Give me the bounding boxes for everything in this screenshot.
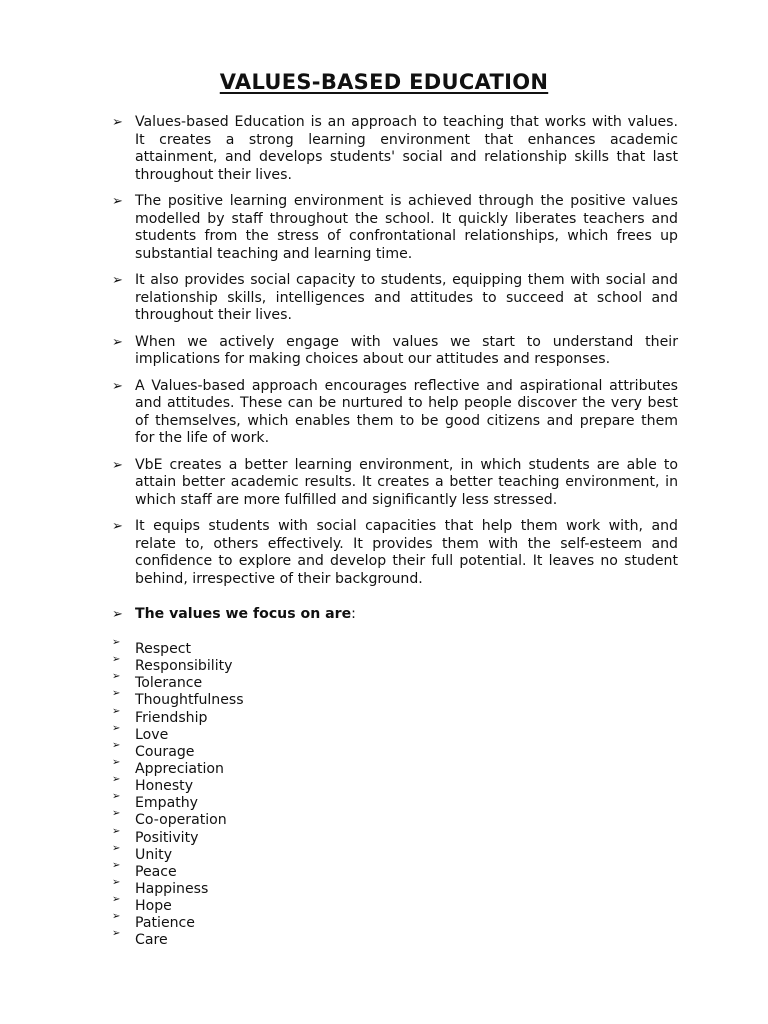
arrowhead-icon: ➢ [112, 378, 123, 394]
paragraph-text: Values-based Education is an approach to teaching that works with values. It creates a strong learning environment that enhances academic attainment, and develops students' social and relationship skills that last throughout their lives. [135, 114, 678, 183]
value-label: Empathy [135, 795, 199, 812]
arrowhead-icon: ➢ [112, 722, 121, 734]
paragraph-text: VbE creates a better learning environment, in which students are able to attain better academic results. It creates a better teaching environment, in which staff are more fulfilled and significantly less stressed. [135, 456, 678, 508]
value-item [112, 842, 244, 864]
arrowhead-icon: ➢ [112, 791, 121, 803]
value-label: Thoughtfulness [135, 692, 244, 709]
values-heading-label: The values we focus on are [135, 606, 352, 622]
paragraph-text: It equips students with social capacities that help them work with, and relate to, others effectively. It provides them with the self-esteem and confidence to explore and develop their full potential. It leaves no student behind, irrespective of their background. [135, 518, 678, 587]
arrowhead-icon: ➢ [112, 705, 121, 717]
arrowhead-icon: ➢ [112, 273, 123, 288]
arrowhead-icon: ➢ [112, 808, 121, 820]
value-item [112, 671, 244, 692]
value-item [112, 705, 244, 727]
value-label: Patience [135, 915, 195, 932]
value-item [112, 637, 244, 658]
value-item [112, 722, 244, 744]
value-item [112, 774, 244, 795]
paragraph-item [112, 334, 678, 369]
value-label: Love [135, 726, 169, 743]
value-label: Tolerance [135, 675, 203, 692]
arrowhead-icon: ➢ [112, 859, 121, 871]
paragraph-item [112, 193, 678, 263]
value-item [112, 654, 244, 675]
values-heading-colon: : [351, 606, 356, 622]
values-heading [112, 606, 356, 624]
page-title: VALUES-BASED EDUCATION [219, 70, 549, 94]
arrowhead-icon: ➢ [112, 842, 121, 854]
arrowhead-icon: ➢ [112, 194, 123, 209]
arrowhead-icon: ➢ [112, 825, 121, 837]
value-label: Unity [135, 846, 173, 863]
value-label: Co-operation [135, 812, 227, 829]
arrowhead-icon: ➢ [112, 688, 121, 700]
value-label: Peace [135, 863, 177, 880]
arrowhead-icon: ➢ [112, 115, 123, 130]
value-item [112, 911, 244, 932]
paragraph-text: The positive learning environment is achieved through the positive values modelled by staff throughout the school. It quickly liberates teachers and students from the stress of confrontational relationships, which frees up substantial teaching and learning time. [135, 193, 678, 262]
value-label: Happiness [135, 880, 209, 897]
value-item [112, 739, 244, 761]
arrowhead-icon: ➢ [112, 928, 121, 940]
paragraph-item [112, 378, 678, 448]
arrowhead-icon: ➢ [112, 774, 121, 786]
paragraph-item [112, 518, 678, 588]
paragraph-text: It also provides social capacity to students, equipping them with social and relationship skills, intelligences and attitudes to succeed at school and throughout their lives. [135, 272, 678, 323]
value-item [112, 808, 244, 829]
value-label: Responsibility [135, 658, 233, 675]
arrowhead-icon: ➢ [112, 654, 121, 666]
paragraph-text: When we actively engage with values we start to understand their implications for making choices about our attitudes and responses. [135, 333, 678, 367]
value-label: Courage [135, 743, 195, 760]
paragraph-list [112, 114, 678, 597]
value-label: Positivity [135, 829, 199, 846]
arrowhead-icon: ➢ [112, 894, 121, 906]
value-item [112, 825, 244, 847]
value-item [112, 756, 244, 778]
arrowhead-icon: ➢ [112, 671, 121, 683]
arrowhead-icon: ➢ [112, 519, 123, 534]
value-label: Hope [135, 898, 172, 915]
value-item [112, 688, 244, 709]
values-list [112, 637, 244, 950]
value-item [112, 894, 244, 915]
arrowhead-icon: ➢ [112, 637, 121, 648]
arrowhead-icon: ➢ [112, 739, 121, 751]
arrowhead-icon: ➢ [112, 876, 121, 888]
value-item [112, 791, 244, 812]
value-label: Appreciation [135, 760, 224, 777]
arrowhead-icon: ➢ [112, 911, 121, 923]
paragraph-item [112, 272, 678, 325]
value-label: Respect [135, 641, 192, 657]
paragraph-item [112, 114, 678, 184]
arrowhead-icon: ➢ [112, 334, 123, 350]
value-label: Honesty [135, 778, 194, 795]
value-item [112, 928, 244, 949]
arrowhead-icon: ➢ [112, 607, 123, 622]
paragraph-item [112, 457, 678, 510]
value-label: Care [135, 932, 168, 949]
value-label: Friendship [135, 709, 208, 726]
value-item [112, 876, 244, 898]
paragraph-text: A Values-based approach encourages reflective and aspirational attributes and attitudes. These can be nurtured to help people discover the very best of themselves, which enables them to be good citizens and prepare them for the life of work. [135, 377, 678, 446]
arrowhead-icon: ➢ [112, 756, 121, 768]
arrowhead-icon: ➢ [112, 457, 123, 473]
value-item [112, 859, 244, 881]
